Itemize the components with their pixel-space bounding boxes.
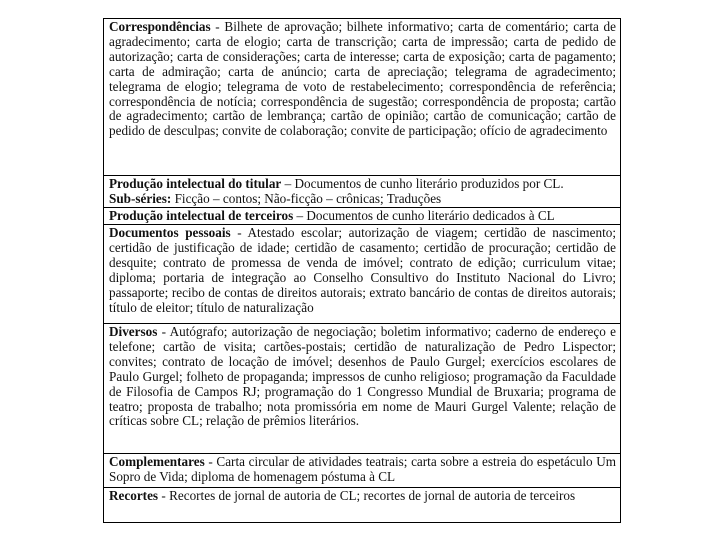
section-text: Atestado escolar; autorização de viagem; certidão de nascimento; certidão de justificação de idade; certidão de casamento; certidão de procuração; certidão de desquite; contrato de promessa de venda de imóvel; contrato de edição; curriculum vitae; diploma; portaria de integração ao Conselho Consultivo do Instituto Nacional do Livro; passaporte; recibo de contas de direitos autorais; extrato bancário de contas de direitos autorais; título de eleitor; título de naturalização [109,225,616,315]
section-text: Carta circular de atividades teatrais; carta sobre a estreia do espetáculo Um Sopro de Vida; diploma de homenagem póstuma à CL [109,454,616,484]
section-separator: - [158,488,170,503]
document-table [103,18,621,523]
section-heading: Complementares [109,454,205,469]
section-text: Autógrafo; autorização de negociação; boletim informativo; caderno de endereço e telefone; cartão de visita; cartões-postais; certidão de naturalização de Pedro Lispector; convites; contrato de locação de imóvel; desenhos de Paulo Gurgel; exercícios escolares de Paulo Gurgel; folheto de propaganda; impressos de cunho religioso; programação da Faculdade de Filosofia de Campos RJ; programação do 1 Congresso Mundial de Bruxaria; programa de teatro; proposta de trabalho; nota promissória em nome de Mauri Gurgel Valente; relação de críticas sobre CL; relação de prêmios literários. [109,324,616,429]
section-heading: Produção intelectual do titular [109,176,282,191]
section-separator: - [204,454,217,469]
section-complementares [104,454,620,488]
section-text: Documentos de cunho literário produzidos por CL. [294,176,564,191]
section-separator: - [157,324,170,339]
section-text: Bilhete de aprovação; bilhete informativo; carta de comentário; carta de agradecimento; carta de elogio; carta de transcrição; carta de impressão; carta de pedido de autorização; carta de considerações; carta de interesse; carta de exposição; carta de pagamento; carta de admiração; carta de anúncio; carta de apreciação; telegrama de agradecimento; telegrama de elogio; telegrama de voto de restabelecimento; correspondência de referência; correspondência de notícia; correspondência de sugestão; correspondência de proposta; cartão de agradecimento; cartão de lembrança; cartão de opinião; cartão de comunicação; cartão de pedido de desculpas; convite de colaboração; convite de participação; ofício de agradecimento [109,19,616,139]
section-producao-terceiros [104,208,620,225]
section-documentos-pessoais [104,225,620,324]
section-heading: Recortes [109,488,159,503]
sub-series-heading: Sub-séries: [109,190,172,206]
section-heading: Documentos pessoais [109,225,231,240]
section-correspondencias [104,19,620,176]
section-separator: - [210,19,225,34]
section-heading: Diversos [109,324,158,339]
section-text: Recortes de jornal de autoria de CL; recortes de jornal de autoria de terceiros [169,488,576,503]
section-producao-titular [104,176,620,208]
section-separator: - [230,225,248,240]
section-diversos [104,324,620,454]
sub-series-text: Ficção – contos; Não-ficção – crônicas; Traduções [171,190,442,206]
section-separator: – [293,208,307,223]
section-separator: – [281,176,295,191]
section-heading: Correspondências [109,19,211,34]
section-text: Documentos de cunho literário dedicados à CL [306,208,555,223]
section-heading: Produção intelectual de terceiros [109,208,294,223]
section-recortes [104,488,620,521]
